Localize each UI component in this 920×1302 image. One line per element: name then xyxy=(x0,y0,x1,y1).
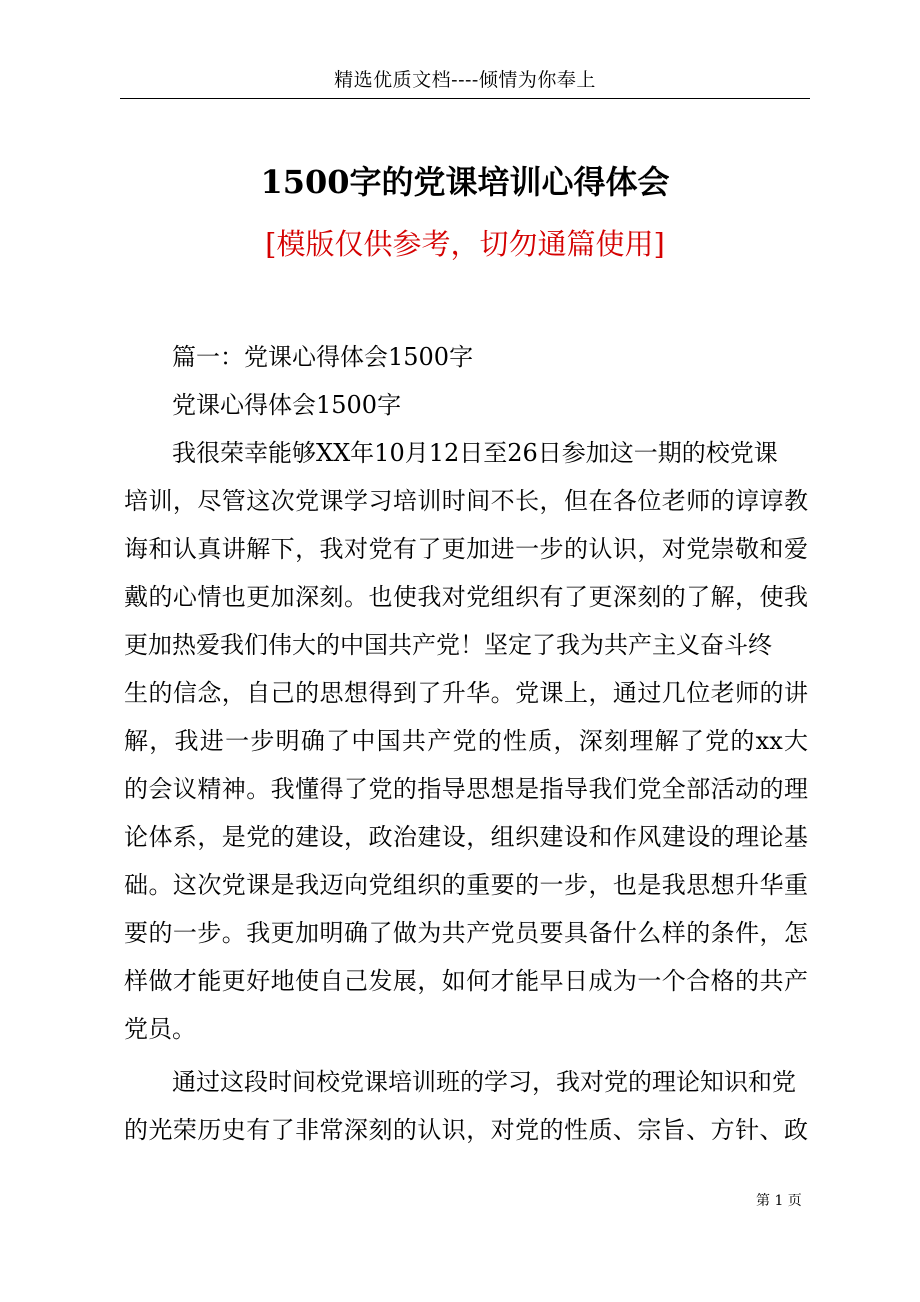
document-title: 1500字的党课培训心得体会 xyxy=(260,163,670,201)
paragraph-line: 诲和认真讲解下，我对党有了更加进一步的认识，对党崇敬和爱 xyxy=(124,535,808,563)
page-header: 精选优质文档----倾情为你奉上 xyxy=(120,62,810,99)
paragraph-line: 我很荣幸能够XX年10月12日至26日参加这一期的校党课 xyxy=(172,439,778,467)
paragraph-line: 通过这段时间校党课培训班的学习，我对党的理论知识和党 xyxy=(172,1068,796,1096)
paragraph-line: 解，我进一步明确了中国共产党的性质，深刻理解了党的xx大 xyxy=(124,727,808,755)
paragraph-line: 党员。 xyxy=(124,1015,196,1043)
article-title: 党课心得体会1500字 xyxy=(172,391,402,419)
paragraph-line: 论体系，是党的建设，政治建设，组织建设和作风建设的理论基 xyxy=(124,823,808,851)
paragraph-line: 的光荣历史有了非常深刻的认识，对党的性质、宗旨、方针、政 xyxy=(124,1116,808,1144)
paragraph-line: 础。这次党课是我迈向党组织的重要的一步，也是我思想升华重 xyxy=(124,871,808,899)
paragraph-line: 生的信念，自己的思想得到了升华。党课上，通过几位老师的讲 xyxy=(124,679,808,707)
page-number: 第 1 页 xyxy=(756,1193,802,1209)
paragraph-line: 的会议精神。我懂得了党的指导思想是指导我们党全部活动的理 xyxy=(124,775,808,803)
section-heading: 篇一：党课心得体会1500字 xyxy=(172,343,474,371)
paragraph-line: 要的一步。我更加明确了做为共产党员要具备什么样的条件，怎 xyxy=(124,919,808,947)
paragraph-line: 培训，尽管这次党课学习培训时间不长，但在各位老师的谆谆教 xyxy=(124,487,808,515)
paragraph-line: 更加热爱我们伟大的中国共产党！坚定了我为共产主义奋斗终 xyxy=(124,631,772,659)
paragraph-line: 样做才能更好地使自己发展，如何才能早日成为一个合格的共产 xyxy=(124,967,808,995)
document-subtitle: [模版仅供参考，切勿通篇使用] xyxy=(265,227,665,261)
paragraph-line: 戴的心情也更加深刻。也使我对党组织有了更深刻的了解，使我 xyxy=(124,583,808,611)
